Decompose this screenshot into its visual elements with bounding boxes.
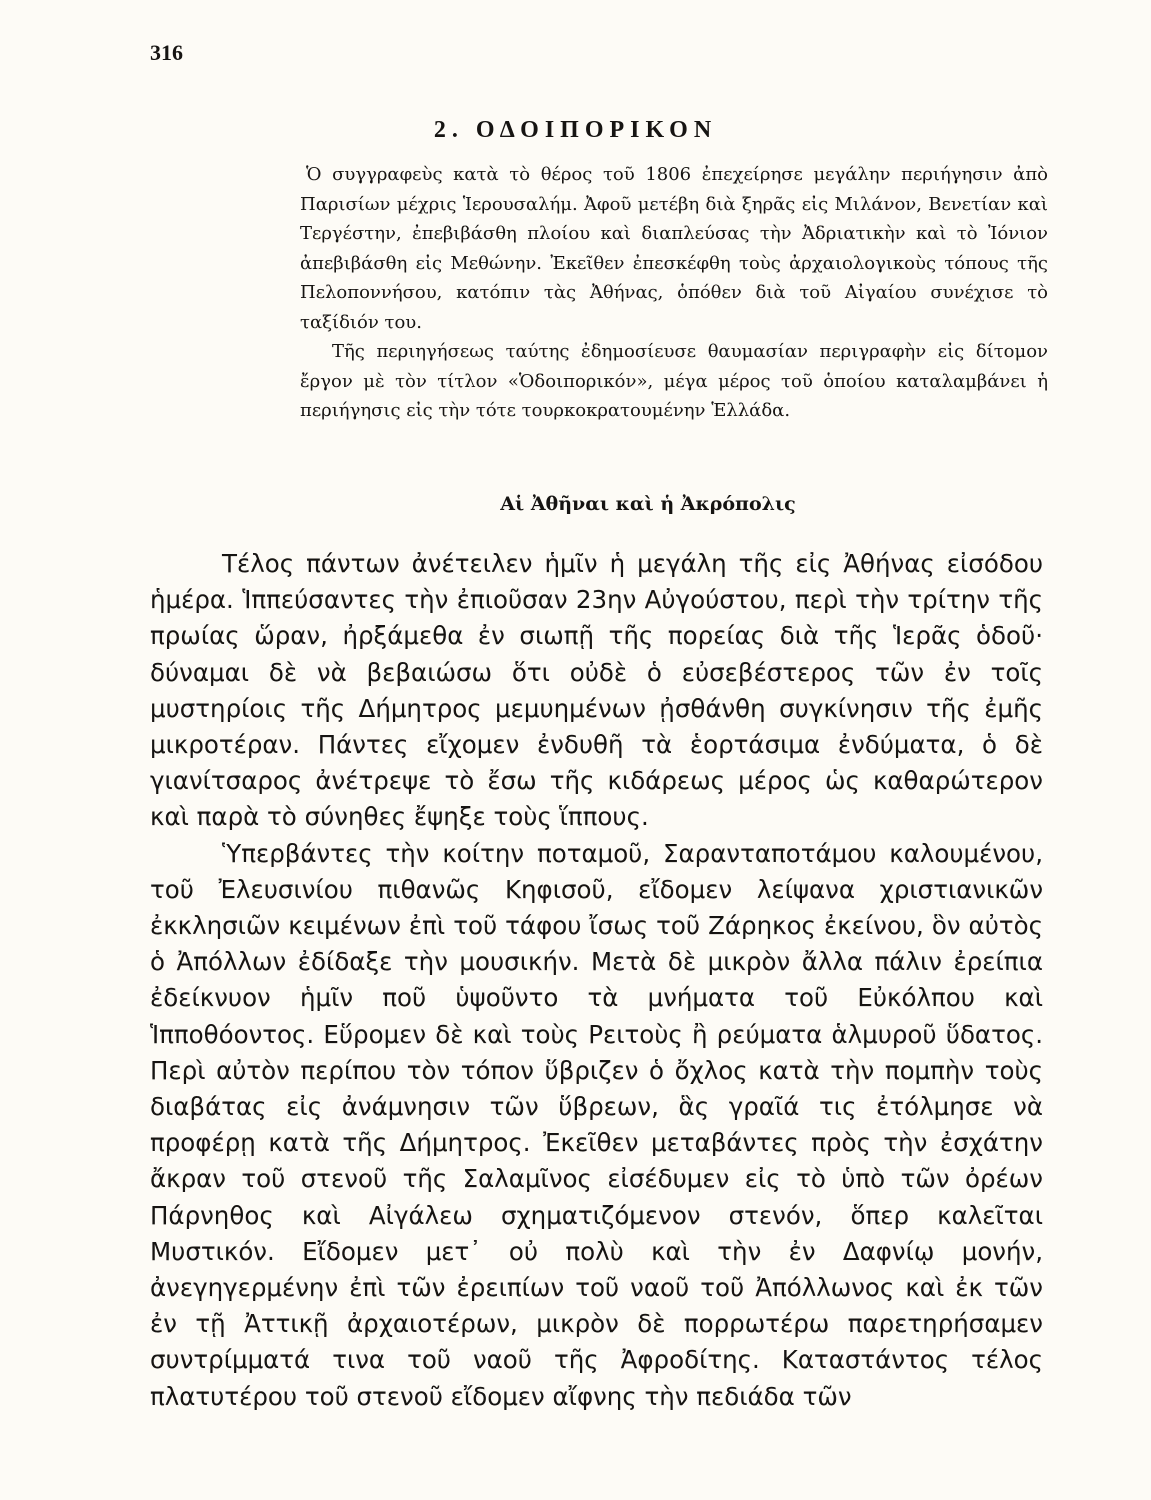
intro-text	[300, 160, 1048, 426]
chapter-title: 2. ΟΔΟΙΠΟΡΙΚΟΝ	[433, 117, 718, 143]
intro-paragraph: Ὁ συγγραφεὺς κατὰ τὸ θέρος τοῦ 1806 ἐπεχείρησε μεγάλην περιήγησιν ἀπὸ Παρισίων μέχρις Ἱερουσαλήμ. Ἀφοῦ μετέβη διὰ ξηρᾶς εἰς Μιλάνον, Βενετίαν καὶ Τεργέστην, ἐπεβιβάσθη πλοίου καὶ διαπλεύσας τὴν Ἀδριατικὴν καὶ τὸ Ἰόνιον ἀπεβιβάσθη εἰς Μεθώνην. Ἐκεῖθεν ἐπεσκέφθη τοὺς ἀρχαιολογικοὺς τόπους τῆς Πελοποννήσου, κατόπιν τὰς Ἀθήνας, ὁπόθεν διὰ τοῦ Αἰγαίου συνέχισε τὸ ταξίδιόν του.	[300, 164, 1048, 333]
body-paragraph: Ὑπερβάντες τὴν κοίτην ποταμοῦ, Σαρανταποτάμου καλουμένου, τοῦ Ἐλευσινίου πιθανῶς Κηφισοῦ, εἴδομεν λείψανα χριστιανικῶν ἐκκλησιῶν κειμένων ἐπὶ τοῦ τάφου ἴσως τοῦ Ζάρηκος ἐκείνου, ὃν αὐτὸς ὁ Ἀπόλλων ἐδίδαξε τὴν μουσικήν. Μετὰ δὲ μικρὸν ἄλλα πάλιν ἐρείπια ἐδείκνυον ἡμῖν ποῦ ὑψοῦντο τὰ μνήματα τοῦ Εὐκόλπου καὶ Ἱπποθόοντος. Εὕρομεν δὲ καὶ τοὺς Ρειτοὺς ἢ ρεύματα ἁλμυροῦ ὕδατος. Περὶ αὐτὸν περίπου τὸν τόπον ὕβριζεν ὁ ὄχλος κατὰ τὴν πομπὴν τοὺς διαβάτας εἰς ἀνάμνησιν τῶν ὕβρεων, ἃς γραῖά τις ἐτόλμησε νὰ προφέρῃ κατὰ τῆς Δήμητρος. Ἐκεῖθεν μεταβάντες πρὸς τὴν ἐσχάτην ἄκραν τοῦ στενοῦ τῆς Σαλαμῖνος εἰσέδυμεν εἰς τὸ ὑπὸ τῶν ὀρέων Πάρνηθος καὶ Αἰγάλεω σχηματιζόμενον στενόν, ὅπερ καλεῖται Μυστικόν. Εἴδομεν μετ᾽ οὐ πολὺ καὶ τὴν ἐν Δαφνίῳ μονήν, ἀνεγηγερμένην ἐπὶ τῶν ἐρειπίων τοῦ ναοῦ τοῦ Ἀπόλλωνος καὶ ἐκ τῶν ἐν τῇ Ἀττικῇ ἀρχαιοτέρων, μικρὸν δὲ πορρωτέρω παρετηρήσαμεν συντρίμματά τινα τοῦ ναοῦ τῆς Ἀφροδίτης. Καταστάντος τέλος πλατυτέρου τοῦ στενοῦ εἴδομεν αἴφνης τὴν πεδιάδα τῶν	[150, 838, 1043, 1411]
body-text	[150, 546, 1043, 1415]
section-heading: Αἱ Ἀθῆναι καὶ ἡ Ἀκρόπολις	[500, 493, 796, 515]
intro-paragraph: Τῆς περιηγήσεως ταύτης ἐδημοσίευσε θαυμασίαν περιγραφὴν εἰς δίτομον ἔργον μὲ τὸν τίτλον «Ὁδοιπορικόν», μέγα μέρος τοῦ ὁποίου καταλαμβάνει ἡ περιήγησις εἰς τὴν τότε τουρκοκρατουμένην Ἑλλάδα.	[300, 341, 1048, 421]
page-number: 316	[150, 40, 183, 65]
body-paragraph: Τέλος πάντων ἀνέτειλεν ἡμῖν ἡ μεγάλη τῆς εἰς Ἀθήνας εἰσόδου ἡμέρα. Ἱππεύσαντες τὴν ἐπιοῦσαν 23ην Αὐγούστου, περὶ τὴν τρίτην τῆς πρωίας ὥραν, ἠρξάμεθα ἐν σιωπῇ τῆς πορείας διὰ τῆς Ἱερᾶς ὁδοῦ· δύναμαι δὲ νὰ βεβαιώσω ὅτι οὐδὲ ὁ εὐσεβέστερος τῶν ἐν τοῖς μυστηρίοις τῆς Δήμητρος μεμυημένων ᾐσθάνθη συγκίνησιν τῆς ἐμῆς μικροτέραν. Πάντες εἴχομεν ἐνδυθῆ τὰ ἑορτάσιμα ἐνδύματα, ὁ δὲ γιανίτσαρος ἀνέτρεψε τὸ ἔσω τῆς κιδάρεως μέρος ὡς καθαρώτερον καὶ παρὰ τὸ σύνηθες ἔψηξε τοὺς ἵππους.	[150, 549, 1043, 832]
